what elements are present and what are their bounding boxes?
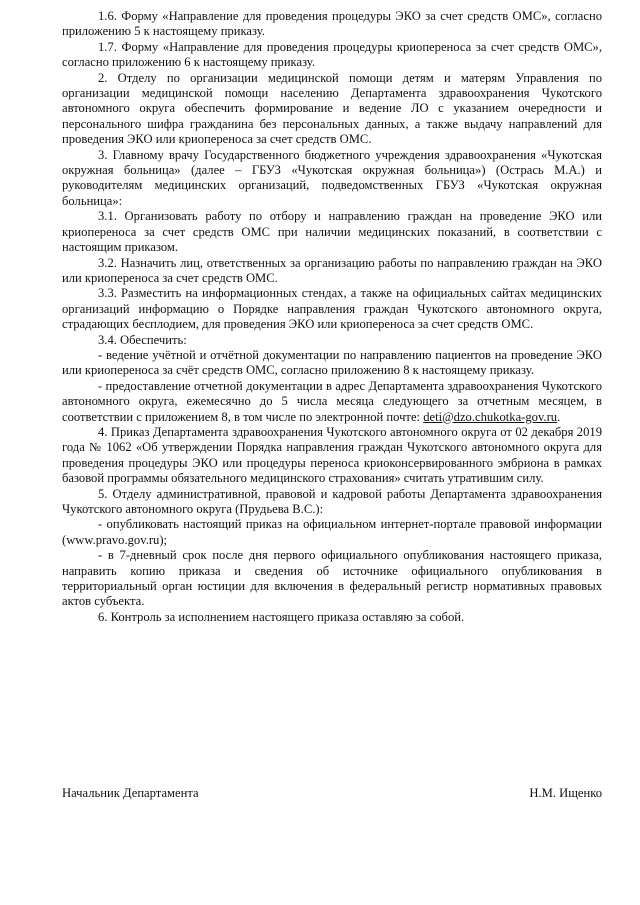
paragraph-3-4: 3.4. Обеспечить: xyxy=(98,332,187,347)
document-body xyxy=(62,9,602,625)
paragraph-1-6: 1.6. Форму «Направление для проведения процедуры ЭКО за счет средств ОМС», согласно приложению 5 к настоящему приказу. xyxy=(62,9,602,39)
signature-block xyxy=(62,786,602,801)
paragraph-6: 6. Контроль за исполнением настоящего приказа оставляю за собой. xyxy=(98,609,465,624)
email-link[interactable]: deti@dzo.chukotka-gov.ru xyxy=(423,409,558,424)
paragraph-2: 2. Отделу по организации медицинской помощи детям и матерям Управления по организации медицинской помощи населению Департамента здравоохранения Чукотского автономного округа обеспечить формирование и ведение ЛО с указанием очередности и персонального шифра гражданина без персональных данных, а также выдачу направлений для проведения ЭКО или криопереноса за счет средств ОМС. xyxy=(62,70,602,147)
paragraph-5: 5. Отделу административной, правовой и кадровой работы Департамента здравоохранения Чукотского автономного округа (Прудьева В.С.): xyxy=(62,486,602,516)
paragraph-5-item-2: - в 7-дневный срок после дня первого официального опубликования настоящего приказа, направить копию приказа и сведения об источнике официального опубликования в территориальный орган юстиции для включения в федеральный регистр нормативных правовых актов субъекта. xyxy=(62,548,602,609)
paragraph-5-item-1: - опубликовать настоящий приказ на официальном интернет-портале правовой информации (www.pravo.gov.ru); xyxy=(62,517,602,547)
report-text: - предоставление отчетной документации в адрес Департамента здравоохранения Чукотского автономного округа, ежемесячно до 5 числа месяца следующего за отчетным месяцем, в соответствии с приложением 8, в том числе по электронной почте: xyxy=(62,378,602,424)
signature-name: Н.М. Ищенко xyxy=(529,786,602,800)
paragraph-3: 3. Главному врачу Государственного бюджетного учреждения здравоохранения «Чукотская окружная больница» (далее – ГБУЗ «Чукотская окружная больница») (Острась М.А.) и руководителям медицинских организаций, подведомственных ГБУЗ «Чукотская окружная больница»: xyxy=(62,147,602,208)
paragraph-3-2: 3.2. Назначить лиц, ответственных за организацию работы по направлению граждан на ЭКО или криопереноса за счет средств ОМС. xyxy=(62,255,602,285)
paragraph-3-4-item-2 xyxy=(62,379,602,425)
paragraph-1-7: 1.7. Форму «Направление для проведения процедуры криопереноса за счет средств ОМС», согласно приложению 6 к настоящему приказу. xyxy=(62,39,602,70)
signature-position: Начальник Департамента xyxy=(62,786,199,800)
paragraph-3-1: 3.1. Организовать работу по отбору и направлению граждан на проведение ЭКО или криопереноса за счет средств ОМС при наличии медицинских показаний, в соответствии с настоящим приказом. xyxy=(62,209,602,255)
paragraph-4: 4. Приказ Департамента здравоохранения Чукотского автономного округа от 02 декабря 2019 года № 1062 «Об утверждении Порядка направления граждан Чукотского автономного округа для проведения процедуры ЭКО или процедуры переноса криоконсервированного эмбриона в рамках базовой программы обязательного медицинского страхования» считать утратившим силу. xyxy=(62,424,602,486)
report-end: . xyxy=(557,409,561,424)
paragraph-3-4-item-1: - ведение учётной и отчётной документации по направлению пациентов на проведение ЭКО или криопереноса за счёт средств ОМС, согласно приложению 8 к настоящему приказу. xyxy=(62,347,602,378)
paragraph-3-3: 3.3. Разместить на информационных стендах, а также на официальных сайтах медицинских организаций информацию о Порядке направления граждан Чукотского автономного округа, страдающих бесплодием, для проведения ЭКО или криопереноса за счет средств ОМС. xyxy=(62,286,602,332)
